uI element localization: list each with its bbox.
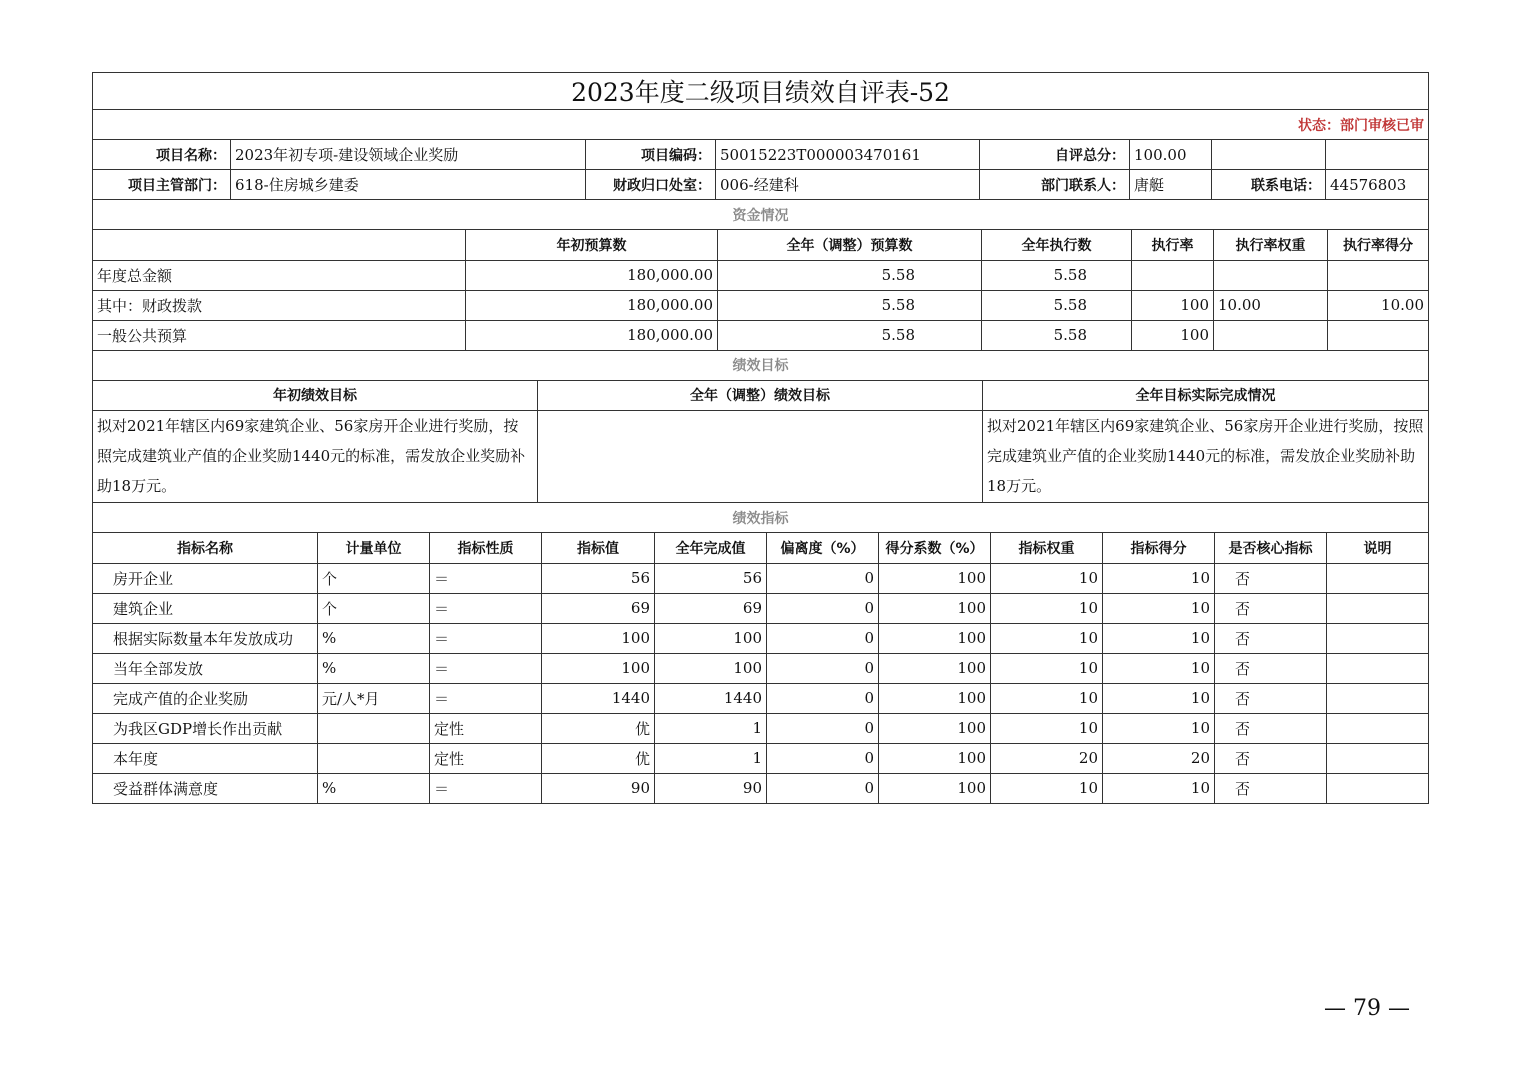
- indicator-target: 100: [542, 623, 655, 653]
- indicator-weight: 10: [991, 683, 1103, 713]
- indicator-done: 1440: [655, 683, 767, 713]
- ind-header-dev: 偏离度（%）: [767, 533, 879, 563]
- funds-score: [1328, 320, 1429, 350]
- indicator-score: 10: [1103, 563, 1215, 593]
- indicator-note: [1327, 593, 1429, 623]
- goals-table: [92, 381, 1429, 534]
- indicator-nature: 定性: [430, 743, 542, 773]
- funds-executed: 5.58: [982, 320, 1132, 350]
- funds-weight: 10.00: [1214, 290, 1328, 320]
- ind-header-name: 指标名称: [93, 533, 318, 563]
- funds-initial: 180,000.00: [466, 320, 718, 350]
- empty-cell: [1212, 140, 1326, 170]
- indicator-deviation: 0: [767, 773, 879, 803]
- indicator-core: 否: [1215, 593, 1327, 623]
- funds-initial: 180,000.00: [466, 260, 718, 290]
- indicator-nature: ＝: [430, 773, 542, 803]
- indicator-done: 90: [655, 773, 767, 803]
- funds-header-initial: 年初预算数: [466, 230, 718, 260]
- funds-score: 10.00: [1328, 290, 1429, 320]
- ind-header-nature: 指标性质: [430, 533, 542, 563]
- funds-header-rate: 执行率: [1132, 230, 1214, 260]
- table-row: [93, 773, 1429, 803]
- funds-header-blank: [93, 230, 466, 260]
- indicator-done: 100: [655, 653, 767, 683]
- indicator-done: 69: [655, 593, 767, 623]
- table-row: [93, 563, 1429, 593]
- table-row: [93, 593, 1429, 623]
- indicator-nature: ＝: [430, 593, 542, 623]
- indicator-note: [1327, 743, 1429, 773]
- indicator-name: 为我区GDP增长作出贡献: [93, 713, 318, 743]
- table-row: [93, 290, 1429, 320]
- indicator-note: [1327, 563, 1429, 593]
- indicator-name: 受益群体满意度: [93, 773, 318, 803]
- funds-row-name: 其中：财政拨款: [93, 290, 466, 320]
- indicator-name: 房开企业: [93, 563, 318, 593]
- self-score-label: 自评总分：: [980, 140, 1130, 170]
- indicator-target: 优: [542, 743, 655, 773]
- indicator-coefficient: 100: [879, 773, 991, 803]
- funds-header-weight: 执行率权重: [1214, 230, 1328, 260]
- indicator-done: 1: [655, 713, 767, 743]
- empty-cell: [1326, 140, 1429, 170]
- self-score-value: 100.00: [1130, 140, 1212, 170]
- status-badge: 状态：部门审核已审: [93, 110, 1429, 140]
- indicator-score: 10: [1103, 653, 1215, 683]
- funds-row-name: 年度总金额: [93, 260, 466, 290]
- indicator-weight: 10: [991, 773, 1103, 803]
- project-code-label: 项目编码：: [586, 140, 716, 170]
- indicator-unit: [318, 743, 430, 773]
- indicators-section-title: 绩效指标: [93, 503, 1429, 533]
- indicator-core: 否: [1215, 773, 1327, 803]
- table-row: [93, 683, 1429, 713]
- table-row: [93, 743, 1429, 773]
- table-row: [93, 653, 1429, 683]
- indicator-name: 完成产值的企业奖励: [93, 683, 318, 713]
- indicator-deviation: 0: [767, 713, 879, 743]
- indicator-coefficient: 100: [879, 563, 991, 593]
- indicator-name: 本年度: [93, 743, 318, 773]
- goal-actual-text: 拟对2021年辖区内69家建筑企业、56家房开企业进行奖励，按照完成建筑业产值的企业奖励1440元的标准，需发放企业奖励补助18万元。: [983, 411, 1429, 503]
- indicator-nature: ＝: [430, 563, 542, 593]
- project-info-table: [92, 72, 1429, 230]
- funds-initial: 180,000.00: [466, 290, 718, 320]
- indicator-target: 69: [542, 593, 655, 623]
- indicator-deviation: 0: [767, 743, 879, 773]
- ind-header-coef: 得分系数（%）: [879, 533, 991, 563]
- indicator-coefficient: 100: [879, 593, 991, 623]
- indicator-nature: ＝: [430, 623, 542, 653]
- ind-header-core: 是否核心指标: [1215, 533, 1327, 563]
- indicator-target: 100: [542, 653, 655, 683]
- goal-adjusted-text: [538, 411, 983, 503]
- goal-initial-text: 拟对2021年辖区内69家建筑企业、56家房开企业进行奖励，按照完成建筑业产值的企业奖励1440元的标准，需发放企业奖励补助18万元。: [93, 411, 538, 503]
- indicator-note: [1327, 623, 1429, 653]
- indicator-unit: 个: [318, 563, 430, 593]
- indicator-core: 否: [1215, 713, 1327, 743]
- project-code-value: 50015223T000003470161: [716, 140, 980, 170]
- indicator-nature: ＝: [430, 683, 542, 713]
- indicator-core: 否: [1215, 743, 1327, 773]
- indicator-coefficient: 100: [879, 713, 991, 743]
- indicator-deviation: 0: [767, 623, 879, 653]
- page-title: 2023年度二级项目绩效自评表-52: [93, 73, 1429, 110]
- indicator-coefficient: 100: [879, 743, 991, 773]
- funds-header-score: 执行率得分: [1328, 230, 1429, 260]
- funds-executed: 5.58: [982, 260, 1132, 290]
- project-name-label: 项目名称：: [93, 140, 231, 170]
- goals-header-actual: 全年目标实际完成情况: [983, 381, 1429, 411]
- funds-weight: [1214, 320, 1328, 350]
- indicator-unit: %: [318, 773, 430, 803]
- ind-header-note: 说明: [1327, 533, 1429, 563]
- funds-rate: 100: [1132, 320, 1214, 350]
- indicator-coefficient: 100: [879, 623, 991, 653]
- indicator-name: 根据实际数量本年发放成功: [93, 623, 318, 653]
- phone-value: 44576803: [1326, 170, 1429, 200]
- indicators-table: [92, 533, 1429, 804]
- indicator-score: 10: [1103, 773, 1215, 803]
- dept-value: 618-住房城乡建委: [231, 170, 586, 200]
- indicator-score: 10: [1103, 593, 1215, 623]
- indicator-coefficient: 100: [879, 653, 991, 683]
- indicator-score: 10: [1103, 623, 1215, 653]
- indicator-target: 56: [542, 563, 655, 593]
- funds-score: [1328, 260, 1429, 290]
- table-row: [93, 623, 1429, 653]
- indicator-weight: 10: [991, 563, 1103, 593]
- indicator-weight: 10: [991, 713, 1103, 743]
- indicator-done: 1: [655, 743, 767, 773]
- indicator-unit: 元/人*月: [318, 683, 430, 713]
- funds-header-adjusted: 全年（调整）预算数: [718, 230, 982, 260]
- indicator-unit: [318, 713, 430, 743]
- funds-row-name: 一般公共预算: [93, 320, 466, 350]
- table-row: [93, 320, 1429, 350]
- table-row: [93, 260, 1429, 290]
- funds-header-executed: 全年执行数: [982, 230, 1132, 260]
- goals-header-adjusted: 全年（调整）绩效目标: [538, 381, 983, 411]
- indicator-note: [1327, 683, 1429, 713]
- indicator-weight: 10: [991, 593, 1103, 623]
- page-number: — 79 —: [1324, 996, 1410, 1021]
- indicator-score: 20: [1103, 743, 1215, 773]
- goals-section-title: 绩效目标: [93, 350, 1429, 380]
- dept-label: 项目主管部门：: [93, 170, 231, 200]
- indicator-score: 10: [1103, 713, 1215, 743]
- indicator-core: 否: [1215, 623, 1327, 653]
- indicator-done: 56: [655, 563, 767, 593]
- contact-value: 唐艇: [1130, 170, 1212, 200]
- indicator-unit: %: [318, 653, 430, 683]
- finance-office-value: 006-经建科: [716, 170, 980, 200]
- project-name-value: 2023年初专项-建设领域企业奖励: [231, 140, 586, 170]
- indicator-target: 优: [542, 713, 655, 743]
- indicator-deviation: 0: [767, 653, 879, 683]
- funds-adjusted: 5.58: [718, 260, 982, 290]
- indicator-weight: 10: [991, 623, 1103, 653]
- evaluation-form: [92, 72, 1428, 804]
- indicator-nature: ＝: [430, 653, 542, 683]
- indicator-note: [1327, 773, 1429, 803]
- phone-label: 联系电话：: [1212, 170, 1326, 200]
- indicator-deviation: 0: [767, 683, 879, 713]
- indicator-note: [1327, 653, 1429, 683]
- funds-executed: 5.58: [982, 290, 1132, 320]
- indicator-score: 10: [1103, 683, 1215, 713]
- indicator-weight: 20: [991, 743, 1103, 773]
- funds-adjusted: 5.58: [718, 290, 982, 320]
- funds-rate: 100: [1132, 290, 1214, 320]
- indicator-deviation: 0: [767, 563, 879, 593]
- indicator-nature: 定性: [430, 713, 542, 743]
- funds-rate: [1132, 260, 1214, 290]
- indicator-name: 建筑企业: [93, 593, 318, 623]
- indicator-note: [1327, 713, 1429, 743]
- indicator-coefficient: 100: [879, 683, 991, 713]
- indicator-core: 否: [1215, 653, 1327, 683]
- indicator-done: 100: [655, 623, 767, 653]
- indicator-unit: %: [318, 623, 430, 653]
- contact-label: 部门联系人：: [980, 170, 1130, 200]
- indicator-target: 1440: [542, 683, 655, 713]
- indicator-core: 否: [1215, 563, 1327, 593]
- ind-header-score: 指标得分: [1103, 533, 1215, 563]
- funds-weight: [1214, 260, 1328, 290]
- indicator-target: 90: [542, 773, 655, 803]
- ind-header-weight: 指标权重: [991, 533, 1103, 563]
- goals-header-initial: 年初绩效目标: [93, 381, 538, 411]
- funds-section-title: 资金情况: [93, 200, 1429, 230]
- finance-office-label: 财政归口处室：: [586, 170, 716, 200]
- indicator-name: 当年全部发放: [93, 653, 318, 683]
- ind-header-done: 全年完成值: [655, 533, 767, 563]
- table-row: [93, 713, 1429, 743]
- indicator-deviation: 0: [767, 593, 879, 623]
- funds-adjusted: 5.58: [718, 320, 982, 350]
- funds-table: [92, 230, 1429, 381]
- indicator-weight: 10: [991, 653, 1103, 683]
- indicator-core: 否: [1215, 683, 1327, 713]
- ind-header-unit: 计量单位: [318, 533, 430, 563]
- indicator-unit: 个: [318, 593, 430, 623]
- ind-header-target: 指标值: [542, 533, 655, 563]
